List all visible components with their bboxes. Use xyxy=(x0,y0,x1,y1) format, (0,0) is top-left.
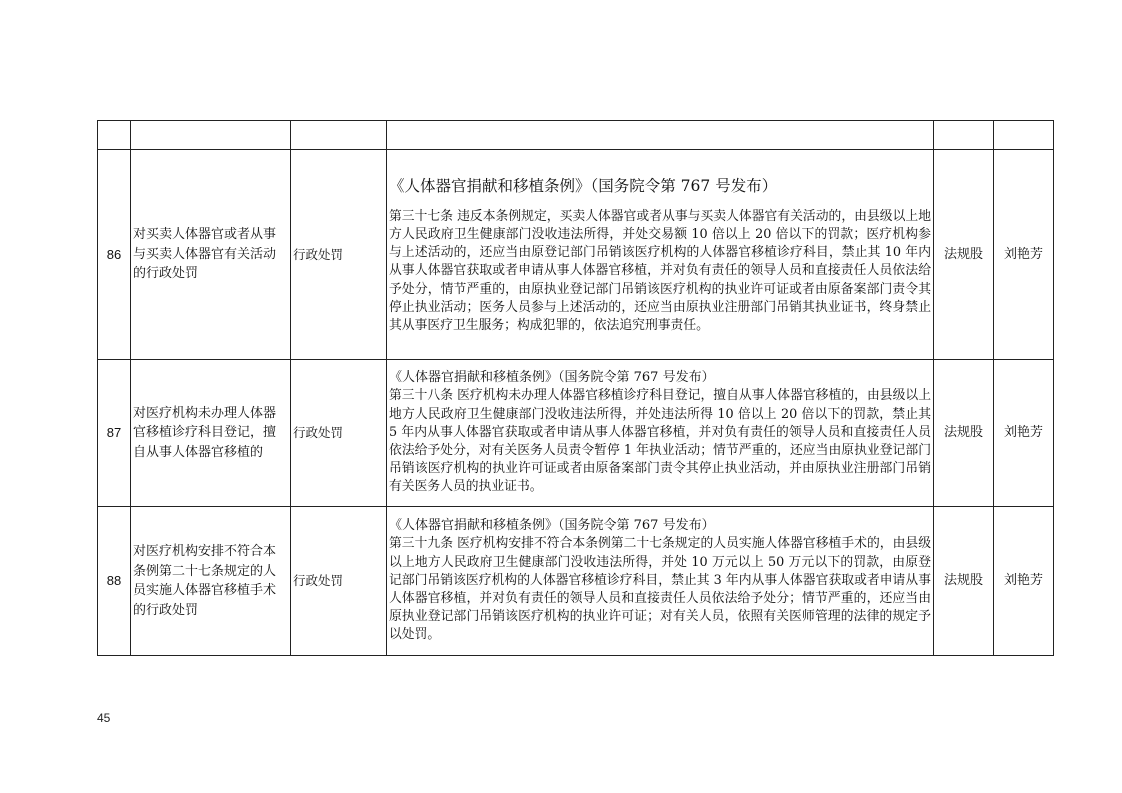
empty-cell xyxy=(994,121,1054,150)
empty-cell xyxy=(98,121,131,150)
person-cell: 刘艳芳 xyxy=(994,507,1054,656)
department-cell: 法规股 xyxy=(934,507,994,656)
department-cell: 法规股 xyxy=(934,150,994,360)
penalty-type: 行政处罚 xyxy=(293,425,344,441)
item-name: 对医疗机构安排不符合本条例第二十七条规定的人员实施人体器官移植手术的行政处罚 xyxy=(133,544,277,618)
penalty-type: 行政处罚 xyxy=(293,573,344,589)
type-cell xyxy=(291,507,387,656)
person-cell: 刘艳芳 xyxy=(994,150,1054,360)
row-number: 87 xyxy=(98,360,131,507)
law-text: 第三十七条 违反本条例规定，买卖人体器官或者从事与买卖人体器官有关活动的，由县级以上地方人民政府卫生健康部门没收违法所得，并处交易额 10 倍以上 20 倍以下的罚款；医疗机构参与上述活动的，还应当由原登记部门吊销该医疗机构的人体器官移植诊疗科目，禁止其 10 年内从事人体器官获取或者申请从事人体器官移植，并对负有责任的领导人员和直接责任人员依法给予处分，情节严重的，由原执业登记部门吊销该医疗机构的执业许可证或者由原备案部门责令其停止执业活动；医务人员参与上述活动的，还应当由原执业注册部门吊销其执业证书，终身禁止其从事医疗卫生服务；构成犯罪的，依法追究刑事责任。 xyxy=(389,208,931,333)
law-text: 第三十九条 医疗机构安排不符合本条例第二十七条规定的人员实施人体器官移植手术的，由县级以上地方人民政府卫生健康部门没收违法所得，并处 10 万元以上 50 万元以下的罚款，由原登记部门吊销该医疗机构的人体器官移植诊疗科目，禁止其 3 年内从事人体器官获取或者申请从事人体器官移植，并对负有责任的领导人员和直接责任人员依法给予处分；情节严重的，还应当由原执业登记部门吊销该医疗机构的执业许可证；对有关人员，依照有关医师管理的法律的规定予以处罚。 xyxy=(389,536,931,643)
person-cell: 刘艳芳 xyxy=(994,360,1054,507)
item-name: 对买卖人体器官或者从事与买卖人体器官有关活动的行政处罚 xyxy=(133,227,277,282)
type-cell xyxy=(291,150,387,360)
item-cell xyxy=(131,360,291,507)
basis-cell xyxy=(387,507,934,656)
row-number: 88 xyxy=(98,507,131,656)
law-title: 《人体器官捐献和移植条例》（国务院令第 767 号发布） xyxy=(389,176,778,195)
table-row xyxy=(98,360,1054,507)
empty-cell xyxy=(387,121,934,150)
item-name: 对医疗机构未办理人体器官移植诊疗科目登记，擅自从事人体器官移植的 xyxy=(133,405,277,460)
empty-cell xyxy=(131,121,291,150)
item-cell xyxy=(131,150,291,360)
row-number: 86 xyxy=(98,150,131,360)
table-row xyxy=(98,150,1054,360)
type-cell xyxy=(291,360,387,507)
table-row xyxy=(98,507,1054,656)
law-title: 《人体器官捐献和移植条例》（国务院令第 767 号发布） xyxy=(389,370,715,386)
penalty-type: 行政处罚 xyxy=(293,246,344,262)
law-title: 《人体器官捐献和移植条例》（国务院令第 767 号发布） xyxy=(389,518,715,534)
table-header-row xyxy=(98,121,1054,150)
basis-cell xyxy=(387,150,934,360)
item-cell xyxy=(131,507,291,656)
department-cell: 法规股 xyxy=(934,360,994,507)
empty-cell xyxy=(291,121,387,150)
empty-cell xyxy=(934,121,994,150)
page-number: 45 xyxy=(97,711,111,725)
basis-cell xyxy=(387,360,934,507)
law-text: 第三十八条 医疗机构未办理人体器官移植诊疗科目登记，擅自从事人体器官移植的，由县级以上地方人民政府卫生健康部门没收违法所得，并处违法所得 10 倍以上 20 倍以下的罚款，禁止其 5 年内从事人体器官获取或者申请从事人体器官移植，并对负有责任的领导人员和直接责任人员依法给予处分，对有关医务人员责令暂停 1 年执业活动；情节严重的，还应当由原执业登记部门吊销该医疗机构的执业许可证或者由原备案部门责令其停止执业活动，并由原执业注册部门吊销有关医务人员的执业证书。 xyxy=(389,388,931,495)
penalty-table xyxy=(97,120,1054,656)
